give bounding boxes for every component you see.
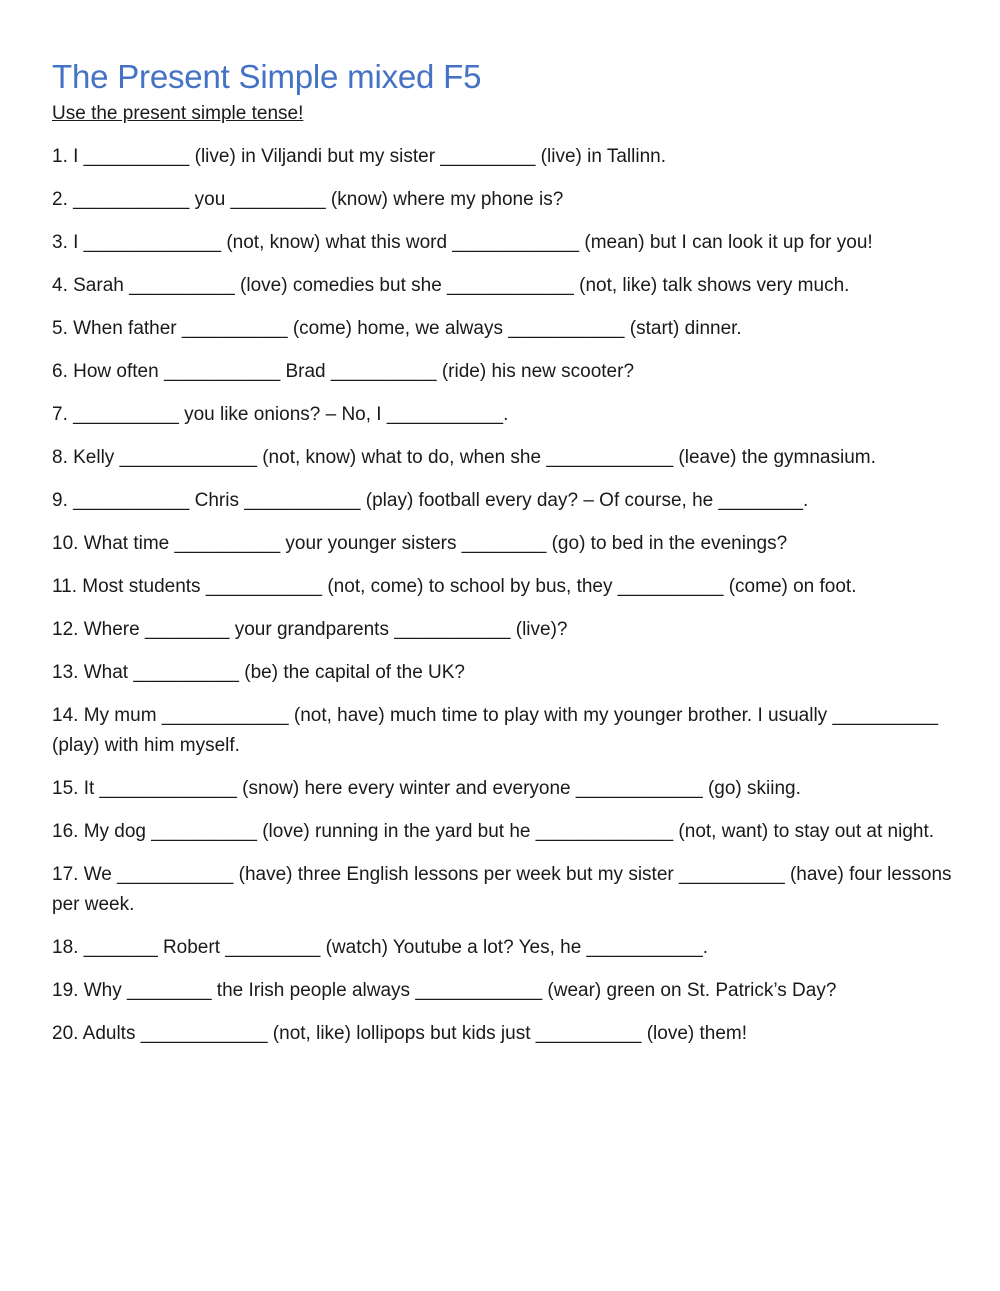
- question-2: 2. ___________ you _________ (know) where my phone is?: [52, 189, 564, 210]
- question-17: 17. We ___________ (have) three English lessons per week but my sister __________ (have) four lessons per week.: [52, 864, 952, 915]
- question-12: 12. Where ________ your grandparents ___________ (live)?: [52, 619, 568, 640]
- question-5: 5. When father __________ (come) home, we always ___________ (start) dinner.: [52, 318, 742, 339]
- question-6: 6. How often ___________ Brad __________ (ride) his new scooter?: [52, 361, 635, 382]
- question-4: 4. Sarah __________ (love) comedies but she ____________ (not, like) talk shows very much.: [52, 275, 850, 296]
- question-11: 11. Most students ___________ (not, come) to school by bus, they __________ (come) on foot.: [52, 576, 857, 597]
- question-3: 3. I _____________ (not, know) what this word ____________ (mean) but I can look it up for you!: [52, 232, 873, 253]
- question-8: 8. Kelly _____________ (not, know) what to do, when she ____________ (leave) the gymnasium.: [52, 447, 876, 468]
- question-9: 9. ___________ Chris ___________ (play) football every day? – Of course, he ________.: [52, 490, 809, 511]
- instructions: Use the present simple tense!: [52, 103, 304, 124]
- question-14: 14. My mum ____________ (not, have) much time to play with my younger brother. I usually __________ (play) with him myself.: [52, 705, 939, 756]
- question-18: 18. _______ Robert _________ (watch) Youtube a lot? Yes, he ___________.: [52, 937, 709, 958]
- question-16: 16. My dog __________ (love) running in the yard but he _____________ (not, want) to stay out at night.: [52, 821, 935, 842]
- question-1: 1. I __________ (live) in Viljandi but my sister _________ (live) in Tallinn.: [52, 146, 666, 167]
- question-20: 20. Adults ____________ (not, like) lollipops but kids just __________ (love) them!: [52, 1023, 748, 1044]
- page-title: The Present Simple mixed F5: [52, 58, 482, 95]
- question-13: 13. What __________ (be) the capital of the UK?: [52, 662, 465, 683]
- question-7: 7. __________ you like onions? – No, I ___________.: [52, 404, 509, 425]
- question-10: 10. What time __________ your younger sisters ________ (go) to bed in the evenings?: [52, 533, 788, 554]
- question-19: 19. Why ________ the Irish people always ____________ (wear) green on St. Patrick’s Day?: [52, 980, 837, 1001]
- question-15: 15. It _____________ (snow) here every winter and everyone ____________ (go) skiing.: [52, 778, 801, 799]
